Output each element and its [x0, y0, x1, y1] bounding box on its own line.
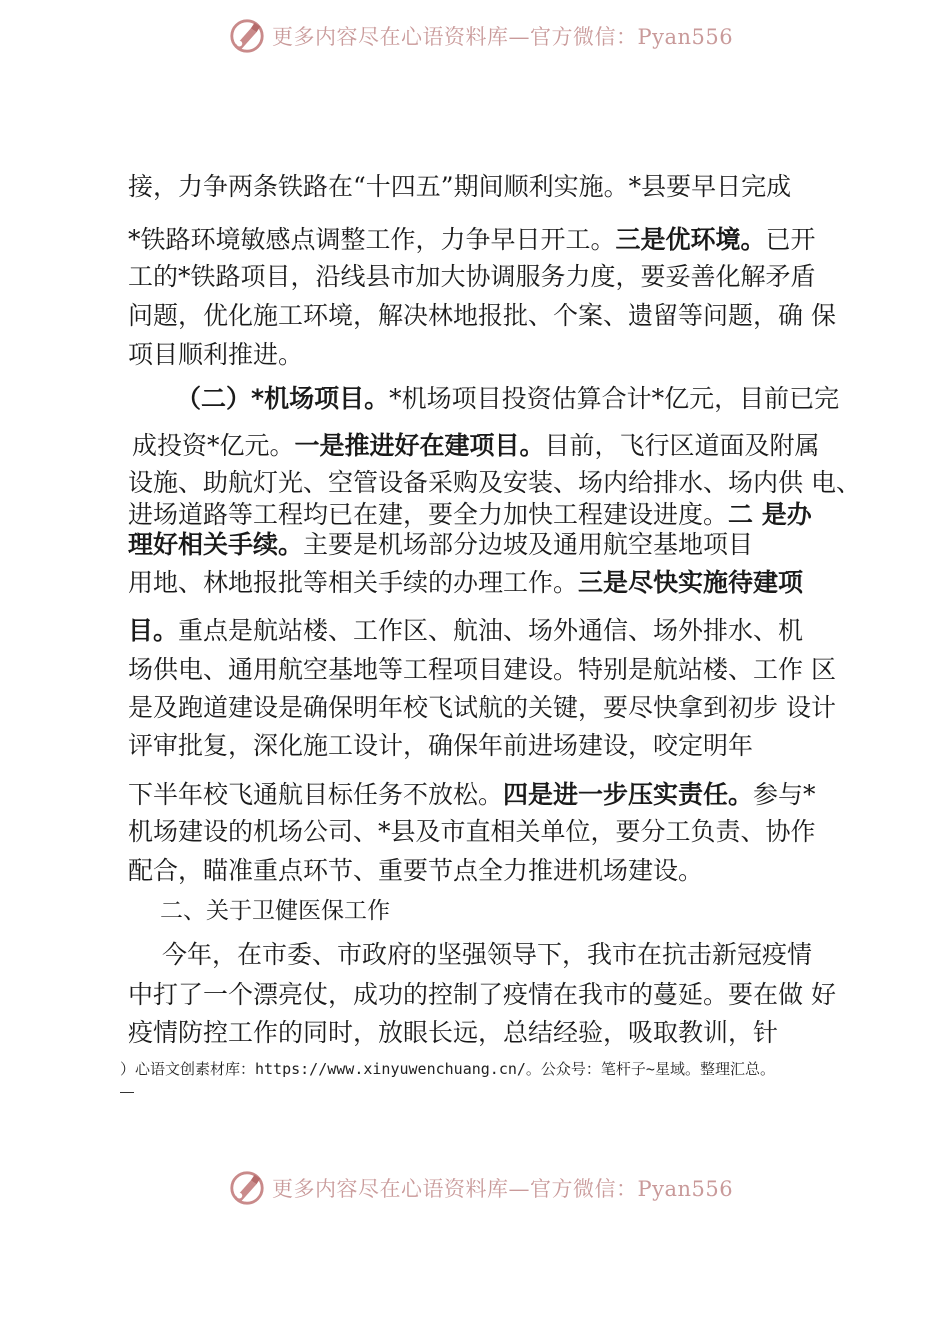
bold-key-phrase: 目。 [128, 616, 179, 645]
bold-key-phrase: 三是尽快实施待建项 [578, 568, 804, 597]
banner-text: 更多内容尽在心语资料库—官方微信：Pyan556 [272, 25, 734, 49]
body-line-18: 配合，瞄准重点环节、重要节点全力推进机场建设。 [128, 856, 704, 885]
body-line-5: 项目顺利推进。 [128, 340, 304, 369]
bold-key-phrase: 理好相关手续。 [128, 530, 304, 559]
bold-key-phrase: 三是优环境。 [615, 225, 766, 254]
body-line-12: 目。重点是航站楼、工作区、航油、场外通信、场外排水、机 [128, 616, 804, 645]
body-line-4: 问题，优化施工环境，解决林地报批、个案、遗留等问题，确 保 [128, 301, 836, 330]
bold-key-phrase: 一是推进好在建项目。 [294, 431, 545, 460]
body-line-8: 设施、助航灯光、空管设备采购及安装、场内给排水、场内供 电、 [128, 468, 861, 497]
body-line-9: 进场道路等工程均已在建，要全力加快工程建设进度。二 是办 [128, 500, 812, 529]
body-line-22: 疫情防控工作的同时，放眼长远，总结经验，吸取教训，针 [128, 1018, 779, 1047]
body-line-7: 成投资*亿元。一是推进好在建项目。目前，飞行区道面及附属 [132, 431, 820, 460]
body-line-1: 接，力争两条铁路在“十四五”期间顺利实施。*县要早日完成 [128, 172, 792, 201]
body-line-11: 用地、林地报批等相关手续的办理工作。三是尽快实施待建项 [128, 568, 804, 597]
body-line-14: 是及跑道建设是确保明年校飞试航的关键，要尽快拿到初步 设计 [128, 693, 836, 722]
footnote-text: ）心语文创素材库：https://www.xinyuwenchuang.cn/。公众号：笔杆子~星域。整理汇总。 [120, 1060, 775, 1078]
banner-text: 更多内容尽在心语资料库—官方微信：Pyan556 [272, 1177, 734, 1201]
body-line-17: 机场建设的机场公司、*县及市直相关单位，要分工负责、协作 [128, 817, 816, 846]
footer-watermark-banner [228, 1168, 733, 1208]
body-line-10: 理好相关手续。主要是机场部分边坡及通用航空基地项目 [128, 530, 754, 559]
bold-key-phrase: 二 是办 [728, 500, 812, 529]
footnote-divider [120, 1092, 134, 1093]
pen-logo-icon [228, 17, 266, 55]
body-line-20: 今年，在市委、市政府的坚强领导下，我市在抗击新冠疫情 [162, 940, 813, 969]
body-line-2: *铁路环境敏感点调整工作，力争早日开工。三是优环境。已开 [128, 225, 816, 254]
body-line-21: 中打了一个漂亮仗，成功的控制了疫情在我市的蔓延。要在做 好 [128, 980, 836, 1009]
section-heading-airport: （二）*机场项目。*机场项目投资估算合计*亿元，目前已完 [176, 384, 840, 413]
body-line-3: 工的*铁路项目，沿线县市加大协调服务力度，要妥善化解矛盾 [128, 262, 816, 291]
bold-key-phrase: 四是进一步压实责任。 [503, 780, 754, 809]
section-heading-health: 二、关于卫健医保工作 [160, 898, 390, 924]
body-line-16: 下半年校飞通航目标任务不放松。四是进一步压实责任。参与* [128, 780, 816, 809]
body-line-13: 场供电、通用航空基地等工程项目建设。特别是航站楼、工作 区 [128, 655, 836, 684]
pen-logo-icon [228, 1169, 266, 1207]
header-watermark-banner [228, 16, 733, 56]
body-line-15: 评审批复，深化施工设计，确保年前进场建设，咬定明年 [128, 731, 754, 760]
